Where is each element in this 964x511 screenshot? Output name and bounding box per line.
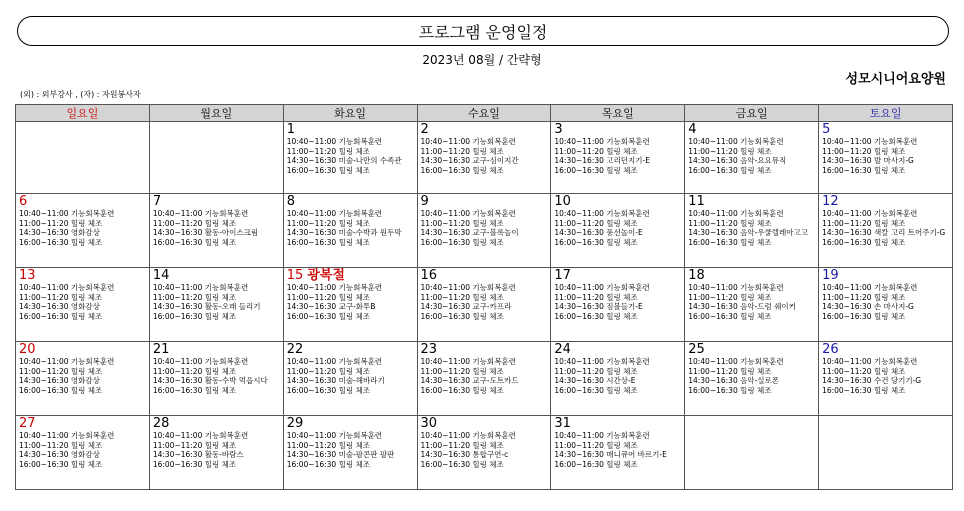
day-number — [153, 343, 281, 357]
calendar-day-cell — [16, 122, 150, 194]
day-number — [287, 417, 415, 431]
calendar-week-row — [16, 416, 953, 490]
calendar-day-cell — [149, 268, 283, 342]
day-number-text: 19 — [822, 268, 839, 283]
day-number — [287, 269, 415, 283]
schedule-entry: 14:30~16:30 음악-요요뮤직 — [688, 156, 787, 165]
calendar-day-cell — [149, 416, 283, 490]
schedule-entry: 14:30~16:30 통합구연-c — [420, 450, 509, 459]
schedule-entry: 10:40~11:00 기능회복훈련 — [554, 357, 650, 366]
schedule-entry: 11:00~11:20 힐링 체조 — [688, 366, 772, 376]
schedule-entry: 10:40~11:00 기능회복훈련 — [152, 431, 249, 440]
calendar-day-cell — [819, 194, 953, 268]
calendar-day-cell — [685, 416, 819, 490]
schedule-entry: 10:40~11:00 기능회복훈련 — [554, 283, 650, 292]
schedule-entry: 16:00~16:30 힐링 체조 — [420, 459, 504, 469]
calendar-day-cell — [16, 194, 150, 268]
schedule-entry: 11:00~11:20 힐링 체조 — [152, 292, 237, 302]
calendar-day-cell — [819, 268, 953, 342]
schedule-entry: 16:00~16:30 힐링 체조 — [420, 385, 504, 395]
schedule-entry: 16:00~16:30 힐링 체조 — [554, 311, 638, 321]
day-number — [421, 123, 549, 137]
calendar-day-cell — [551, 194, 685, 268]
day-number — [153, 269, 281, 283]
calendar-week-row — [16, 342, 953, 416]
day-number — [554, 123, 682, 137]
day-number-text: 2 — [420, 122, 429, 137]
schedule-entry: 11:00~11:20 힐링 체조 — [420, 146, 504, 156]
day-number — [421, 195, 549, 209]
schedule-entry: 16:00~16:30 힐링 체조 — [152, 459, 237, 469]
schedule-entry: 11:00~11:20 힐링 체조 — [19, 218, 103, 228]
page-subtitle: 2023년 08월 / 간략형 — [422, 53, 542, 67]
day-number — [822, 195, 950, 209]
schedule-entry: 11:00~11:20 힐링 체조 — [822, 366, 906, 376]
calendar-body — [16, 122, 953, 490]
calendar-day-cell — [685, 194, 819, 268]
schedule-entry: 16:00~16:30 힐링 체조 — [688, 385, 772, 395]
schedule-entry: 11:00~11:20 힐링 체조 — [152, 440, 237, 450]
schedule-entry: 10:40~11:00 기능회복훈련 — [19, 209, 115, 218]
calendar-week-row — [16, 122, 953, 194]
schedule-entry: 10:40~11:00 기능회복훈련 — [19, 283, 115, 292]
schedule-entry: 11:00~11:20 힐링 체조 — [152, 218, 237, 228]
schedule-entry: 11:00~11:20 힐링 체조 — [420, 366, 504, 376]
calendar-day-cell — [551, 122, 685, 194]
schedule-entry: 16:00~16:30 힐링 체조 — [19, 459, 103, 469]
day-number-text: 9 — [420, 194, 429, 209]
schedule-entry: 11:00~11:20 힐링 체조 — [420, 218, 504, 228]
day-number-text: 27 — [19, 416, 36, 431]
schedule-entry: 10:40~11:00 기능회복훈련 — [822, 137, 918, 146]
schedule-entry: 16:00~16:30 힐링 체조 — [420, 311, 504, 321]
calendar-day-cell — [283, 342, 417, 416]
schedule-entry: 10:40~11:00 기능회복훈련 — [554, 431, 650, 440]
calendar-day-cell — [685, 122, 819, 194]
day-number-text: 30 — [420, 416, 438, 431]
calendar-week-row — [16, 268, 953, 342]
schedule-entry: 10:40~11:00 기능회복훈련 — [420, 357, 516, 366]
day-number — [19, 195, 147, 209]
schedule-entry: 14:30~16:30 활동-오래 들리기 — [152, 302, 261, 311]
calendar-day-cell — [283, 416, 417, 490]
day-number — [287, 195, 415, 209]
schedule-entry: 14:30~16:30 음악-드럼 쉐이커 — [688, 302, 796, 311]
schedule-entry: 14:30~16:30 미술-수박과 원두막 — [286, 228, 402, 237]
schedule-entry: 11:00~11:20 힐링 체조 — [554, 366, 638, 376]
schedule-entry: 10:40~11:00 기능회복훈련 — [286, 137, 383, 146]
schedule-entry: 16:00~16:30 힐링 체조 — [420, 165, 504, 175]
schedule-entry: 16:00~16:30 힐링 체조 — [286, 237, 370, 247]
schedule-entry: 11:00~11:20 힐링 체조 — [688, 146, 772, 156]
schedule-entry: 14:30~16:30 고리던지기-E — [554, 156, 650, 165]
schedule-entry: 10:40~11:00 기능회복훈련 — [152, 209, 249, 218]
calendar-day-cell — [16, 342, 150, 416]
schedule-entry: 10:40~11:00 기능회복훈련 — [286, 431, 383, 440]
schedule-entry: 10:40~11:00 기능회복훈련 — [420, 137, 516, 146]
schedule-entry: 10:40~11:00 기능회복훈련 — [554, 209, 650, 218]
day-number-text: 12 — [822, 194, 839, 209]
schedule-entry: 14:30~16:30 교구-도트카드 — [420, 376, 519, 385]
calendar-day-cell — [685, 268, 819, 342]
calendar-table — [15, 104, 953, 490]
schedule-entry: 11:00~11:20 힐링 체조 — [688, 218, 772, 228]
schedule-entry: 14:30~16:30 교구-블록놀이 — [420, 228, 519, 237]
calendar-day-cell — [551, 268, 685, 342]
calendar-day-cell — [149, 194, 283, 268]
schedule-entry: 11:00~11:20 힐링 체조 — [286, 218, 370, 228]
day-number — [688, 123, 816, 137]
day-number-text: 22 — [286, 342, 304, 357]
schedule-entry: 10:40~11:00 기능회복훈련 — [554, 137, 650, 146]
calendar-day-cell — [16, 268, 150, 342]
calendar-day-cell — [417, 194, 551, 268]
calendar-day-cell — [551, 342, 685, 416]
schedule-entry: 16:00~16:30 힐링 체조 — [822, 385, 906, 395]
schedule-entry: 10:40~11:00 기능회복훈련 — [152, 283, 249, 292]
day-number — [421, 417, 549, 431]
day-number-text: 14 — [152, 268, 170, 283]
day-number — [19, 269, 147, 283]
day-number-text: 21 — [152, 342, 170, 357]
schedule-entry: 11:00~11:20 힐링 체조 — [152, 366, 237, 376]
day-number — [287, 343, 415, 357]
day-number — [153, 417, 281, 431]
schedule-entry: 11:00~11:20 힐링 체조 — [554, 292, 638, 302]
schedule-entry: 16:00~16:30 힐링 체조 — [688, 237, 772, 247]
calendar-day-cell — [16, 416, 150, 490]
schedule-entry: 11:00~11:20 힐링 체조 — [286, 146, 370, 156]
weekday-header-thursday: 목요일 — [551, 105, 685, 122]
day-number-text: 6 — [19, 194, 28, 209]
schedule-entry: 16:00~16:30 힐링 체조 — [688, 165, 772, 175]
calendar-week-row — [16, 194, 953, 268]
schedule-entry: 10:40~11:00 기능회복훈련 — [286, 283, 383, 292]
schedule-entry: 10:40~11:00 기능회복훈련 — [286, 357, 383, 366]
schedule-entry: 16:00~16:30 힐링 체조 — [19, 311, 103, 321]
schedule-entry: 14:30~16:30 매니큐어 바르기-E — [554, 450, 667, 459]
schedule-entry: 16:00~16:30 힐링 체조 — [554, 237, 638, 247]
schedule-entry: 11:00~11:20 힐링 체조 — [688, 292, 772, 302]
schedule-entry: 11:00~11:20 힐링 체조 — [286, 292, 370, 302]
schedule-entry: 10:40~11:00 기능회복훈련 — [286, 209, 383, 218]
calendar-day-cell — [417, 268, 551, 342]
schedule-entry: 14:30~16:30 영화감상 — [19, 302, 100, 311]
schedule-entry: 14:30~16:30 미술-나만의 수족관 — [286, 156, 402, 165]
schedule-entry: 10:40~11:00 기능회복훈련 — [688, 137, 784, 146]
schedule-entry: 16:00~16:30 힐링 체조 — [286, 385, 370, 395]
page-title: 프로그램 운영일정 — [418, 22, 548, 42]
day-number-text: 31 — [554, 416, 571, 431]
calendar-day-cell — [417, 122, 551, 194]
day-number-text: 5 — [822, 122, 831, 137]
calendar-day-cell — [819, 342, 953, 416]
schedule-entry: 10:40~11:00 기능회복훈련 — [688, 283, 784, 292]
schedule-entry: 11:00~11:20 힐링 체조 — [554, 218, 638, 228]
calendar-day-cell — [149, 342, 283, 416]
schedule-entry: 14:30~16:30 활동-바람스 — [152, 450, 244, 459]
weekday-header-monday: 월요일 — [149, 105, 283, 122]
day-number-text: 7 — [152, 194, 162, 209]
schedule-entry: 16:00~16:30 힐링 체조 — [822, 165, 906, 175]
weekday-header-row — [16, 105, 953, 122]
schedule-entry: 11:00~11:20 힐링 체조 — [286, 440, 370, 450]
schedule-entry: 10:40~11:00 기능회복훈련 — [688, 209, 784, 218]
day-number-text: 10 — [554, 194, 571, 209]
day-number — [421, 269, 549, 283]
schedule-entry: 16:00~16:30 힐링 체조 — [152, 237, 237, 247]
calendar-day-cell — [283, 122, 417, 194]
weekday-header-sunday: 일요일 — [16, 105, 150, 122]
schedule-entry: 11:00~11:20 힐링 체조 — [19, 292, 103, 302]
holiday-label: 광복절 — [307, 268, 345, 283]
day-number-text: 24 — [554, 342, 571, 357]
schedule-entry: 11:00~11:20 힐링 체조 — [19, 440, 103, 450]
schedule-entry: 10:40~11:00 기능회복훈련 — [688, 357, 784, 366]
day-number-text: 26 — [822, 342, 839, 357]
day-number-text: 11 — [688, 194, 705, 209]
schedule-entry: 16:00~16:30 힐링 체조 — [554, 459, 638, 469]
day-number-text: 4 — [688, 122, 697, 137]
calendar-day-cell — [417, 342, 551, 416]
schedule-entry: 10:40~11:00 기능회복훈련 — [19, 431, 115, 440]
schedule-entry: 14:30~16:30 영화감상 — [19, 450, 100, 459]
schedule-entry: 11:00~11:20 힐링 체조 — [19, 366, 103, 376]
day-number — [554, 269, 682, 283]
day-number-text: 18 — [688, 268, 705, 283]
day-number-text: 16 — [420, 268, 438, 283]
schedule-entry: 16:00~16:30 힐링 체조 — [822, 237, 906, 247]
schedule-entry: 11:00~11:20 힐링 체조 — [822, 292, 906, 302]
calendar-day-cell — [149, 122, 283, 194]
facility-name: 성모시니어요양원 — [845, 72, 946, 87]
calendar-day-cell — [685, 342, 819, 416]
schedule-entry: 16:00~16:30 힐링 체조 — [19, 385, 103, 395]
schedule-entry: 16:00~16:30 힐링 체조 — [152, 311, 237, 321]
schedule-entry: 11:00~11:20 힐링 체조 — [822, 218, 906, 228]
schedule-entry: 11:00~11:20 힐링 체조 — [286, 366, 370, 376]
schedule-entry: 14:30~16:30 미술-팔콘판 팔판 — [286, 450, 395, 459]
schedule-entry: 14:30~16:30 시간상-E — [554, 376, 636, 385]
day-number — [688, 195, 816, 209]
weekday-header-saturday: 토요일 — [819, 105, 953, 122]
day-number — [153, 195, 281, 209]
schedule-entry: 16:00~16:30 힐링 체조 — [554, 165, 638, 175]
calendar-day-cell — [551, 416, 685, 490]
calendar-day-cell — [819, 416, 953, 490]
day-number — [19, 343, 147, 357]
day-number — [554, 195, 682, 209]
day-number-text: 28 — [152, 416, 170, 431]
calendar-day-cell — [417, 416, 551, 490]
schedule-entry: 14:30~16:30 교구-심이지간 — [420, 156, 519, 165]
schedule-entry: 14:30~16:30 교구-화투B — [286, 302, 376, 311]
schedule-entry: 11:00~11:20 힐링 체조 — [420, 292, 504, 302]
schedule-entry: 10:40~11:00 기능회복훈련 — [420, 283, 516, 292]
schedule-entry: 11:00~11:20 힐링 체조 — [554, 440, 638, 450]
schedule-entry: 14:30~16:30 미술-해바라기 — [286, 376, 385, 385]
day-number — [822, 343, 950, 357]
day-number-text: 1 — [286, 122, 295, 137]
schedule-entry: 14:30~16:30 음악-우쿨렐레아고고 — [688, 228, 809, 237]
calendar-day-cell — [283, 194, 417, 268]
schedule-entry: 14:30~16:30 활동-수박 먹읍시다 — [152, 376, 268, 385]
schedule-entry: 14:30~16:30 풍선놀이-E — [554, 228, 643, 237]
schedule-entry: 10:40~11:00 기능회복훈련 — [822, 357, 918, 366]
day-number-text: 29 — [286, 416, 304, 431]
schedule-entry: 16:00~16:30 힐링 체조 — [152, 385, 237, 395]
day-number — [554, 417, 682, 431]
day-number — [421, 343, 549, 357]
day-number — [822, 123, 950, 137]
schedule-entry: 14:30~16:30 수건 당기기-G — [822, 376, 922, 385]
schedule-entry: 10:40~11:00 기능회복훈련 — [420, 431, 516, 440]
schedule-entry: 14:30~16:30 활동-아이스크림 — [152, 228, 259, 237]
schedule-title-box — [17, 16, 949, 46]
day-number — [287, 123, 415, 137]
calendar-day-cell — [283, 268, 417, 342]
legend-note: (외) : 외부강사 , (자) : 자원봉사자 — [20, 90, 141, 99]
schedule-entry: 10:40~11:00 기능회복훈련 — [822, 209, 918, 218]
schedule-entry: 16:00~16:30 힐링 체조 — [688, 311, 772, 321]
day-number-text: 15 — [286, 268, 304, 283]
day-number — [822, 269, 950, 283]
weekday-header-friday: 금요일 — [685, 105, 819, 122]
schedule-entry: 16:00~16:30 힐링 체조 — [286, 459, 370, 469]
schedule-entry: 14:30~16:30 영화감상 — [19, 376, 100, 385]
schedule-entry: 10:40~11:00 기능회복훈련 — [19, 357, 115, 366]
schedule-entry: 14:30~16:30 교구-카프라 — [420, 302, 512, 311]
day-number-text: 3 — [554, 122, 563, 137]
schedule-entry: 16:00~16:30 힐링 체조 — [286, 165, 370, 175]
day-number-text: 13 — [19, 268, 36, 283]
day-number-text: 17 — [554, 268, 571, 283]
schedule-entry: 11:00~11:20 힐링 체조 — [554, 146, 638, 156]
schedule-entry: 14:30~16:30 짐볼들기-E — [554, 302, 643, 311]
schedule-entry: 14:30~16:30 손 마사지-G — [822, 302, 914, 311]
weekday-header-wednesday: 수요일 — [417, 105, 551, 122]
schedule-entry: 16:00~16:30 힐링 체조 — [286, 311, 370, 321]
day-number — [554, 343, 682, 357]
day-number-text: 8 — [286, 194, 295, 209]
schedule-entry: 11:00~11:20 힐링 체조 — [420, 440, 504, 450]
schedule-entry: 10:40~11:00 기능회복훈련 — [420, 209, 516, 218]
schedule-entry: 16:00~16:30 힐링 체조 — [822, 311, 906, 321]
day-number — [688, 269, 816, 283]
day-number — [19, 417, 147, 431]
schedule-entry: 10:40~11:00 기능회복훈련 — [822, 283, 918, 292]
schedule-entry: 16:00~16:30 힐링 체조 — [19, 237, 103, 247]
schedule-entry: 14:30~16:30 영화감상 — [19, 228, 100, 237]
schedule-entry: 14:30~16:30 색칼 고리 트어주기-G — [822, 228, 946, 237]
schedule-entry: 14:30~16:30 음악-실로폰 — [688, 376, 780, 385]
day-number-text: 23 — [420, 342, 438, 357]
schedule-entry: 16:00~16:30 힐링 체조 — [554, 385, 638, 395]
day-number — [688, 343, 816, 357]
schedule-entry: 14:30~16:30 발 마사지-G — [822, 156, 914, 165]
day-number-text: 25 — [688, 342, 705, 357]
day-number-text: 20 — [19, 342, 36, 357]
calendar-day-cell — [819, 122, 953, 194]
schedule-entry: 10:40~11:00 기능회복훈련 — [152, 357, 249, 366]
schedule-entry: 16:00~16:30 힐링 체조 — [420, 237, 504, 247]
weekday-header-tuesday: 화요일 — [283, 105, 417, 122]
schedule-entry: 11:00~11:20 힐링 체조 — [822, 146, 906, 156]
